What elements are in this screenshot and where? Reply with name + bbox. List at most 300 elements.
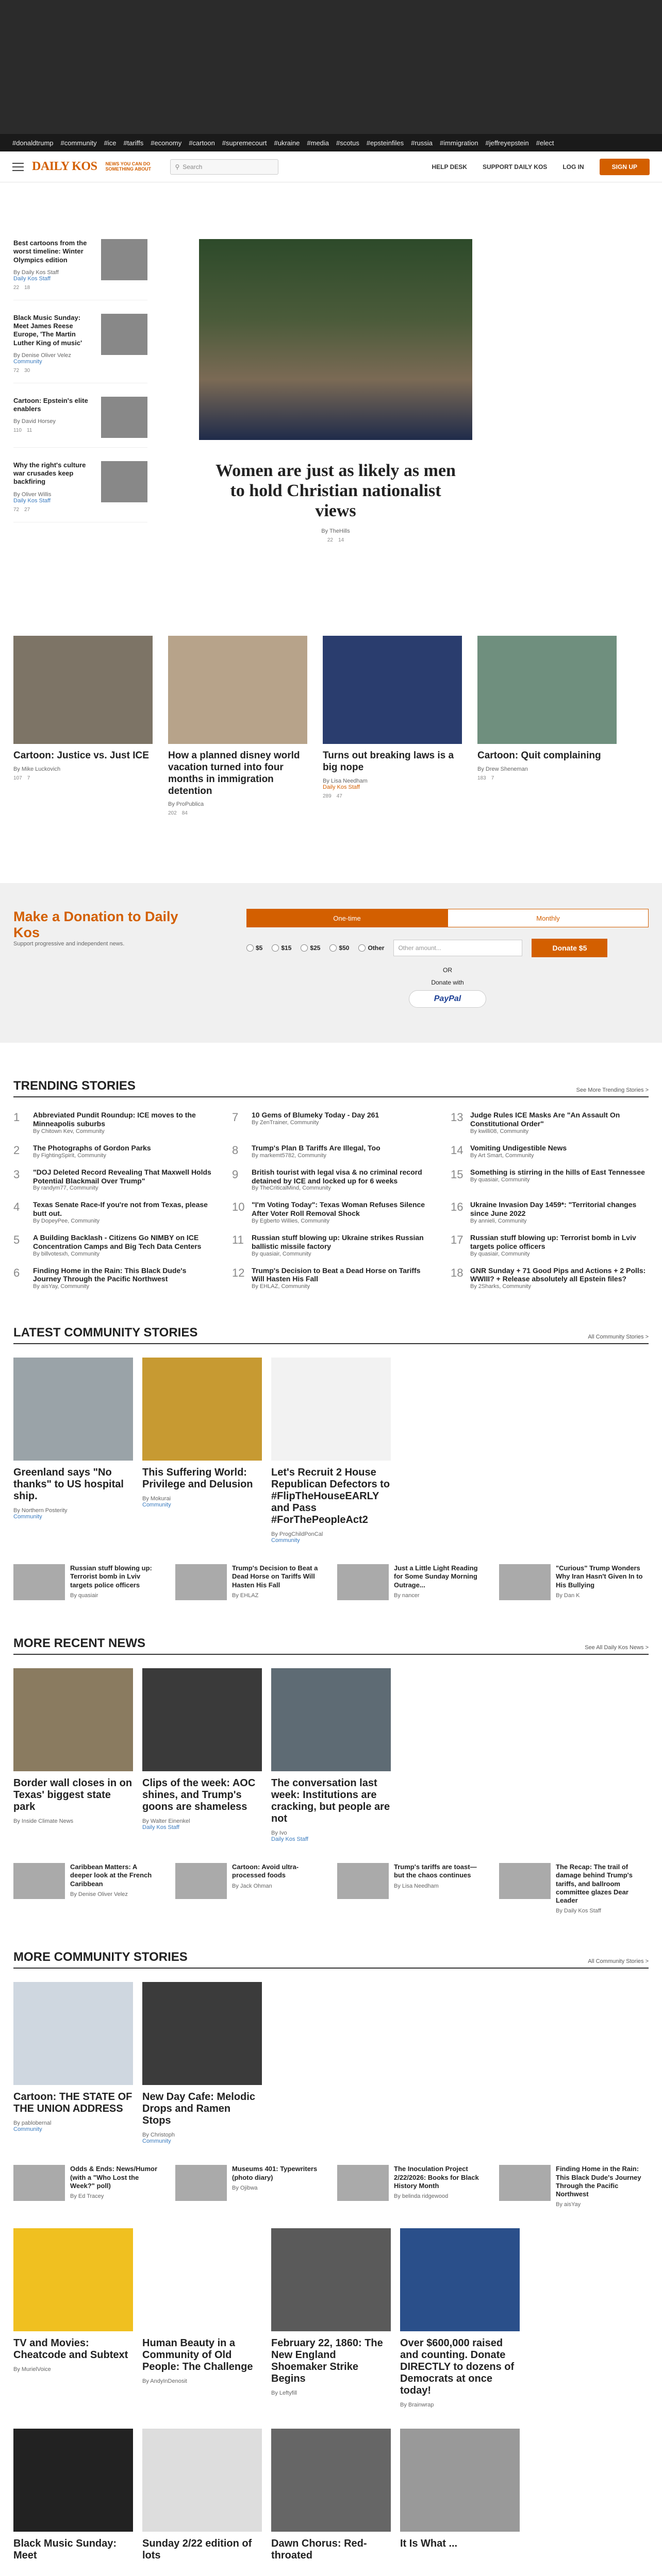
- trending-byline: By 2Sharks, Community: [470, 1283, 531, 1290]
- small-story-title[interactable]: The Inoculation Project 2/22/2026: Books for Black History Month: [394, 2165, 479, 2190]
- hero-comments: 14: [338, 537, 344, 544]
- left-story[interactable]: [13, 314, 147, 383]
- tag-link[interactable]: #community: [60, 139, 97, 147]
- story-card[interactable]: [271, 1358, 391, 1544]
- donate-with-label: Donate with: [431, 979, 464, 987]
- trending-title[interactable]: British tourist with legal visa & no criminal record detained by ICE and locked up for 6 weeks: [252, 1167, 422, 1185]
- tag-link[interactable]: #media: [307, 139, 329, 147]
- small-story[interactable]: [13, 1863, 160, 1914]
- tag-bar: [0, 134, 662, 151]
- donate-title: Make a Donation to Daily Kos: [13, 909, 178, 941]
- story-title[interactable]: Black Music Sunday: Meet: [13, 2538, 117, 2562]
- small-story[interactable]: [337, 1564, 484, 1600]
- small-story[interactable]: [13, 2165, 160, 2208]
- story-image: [271, 1358, 391, 1461]
- trending-item[interactable]: [13, 1266, 211, 1290]
- story-byline: By Leftyfill: [271, 2390, 297, 2397]
- feature-card[interactable]: [13, 636, 153, 816]
- tag-link[interactable]: #ukraine: [274, 139, 300, 147]
- small-story-title[interactable]: Museums 401: Typewriters (photo diary): [232, 2165, 318, 2181]
- amount-5[interactable]: $5: [246, 944, 262, 952]
- story-image: [13, 1982, 133, 2085]
- trending-item[interactable]: [13, 1233, 211, 1257]
- small-story-byline: By Daily Kos Staff: [556, 1908, 601, 1914]
- latest-grid: [13, 1358, 649, 1544]
- trending-title[interactable]: Finding Home in the Rain: This Black Dude's Journey Through the Pacific Northwest: [33, 1266, 187, 1283]
- small-story-text: [394, 1564, 484, 1600]
- donate-button[interactable]: Donate $5: [532, 939, 607, 957]
- trending-title[interactable]: "I'm Voting Today": Texas Woman Refuses Silence After Voter Roll Removal Shock: [252, 1200, 425, 1218]
- small-story-title[interactable]: Trump's Decision to Beat a Dead Horse on Tariffs Will Hasten His Fall: [232, 1564, 318, 1589]
- tag-link[interactable]: #supremecourt: [222, 139, 267, 147]
- trending-item[interactable]: [232, 1144, 430, 1159]
- story-title[interactable]: Human Beauty in a Community of Old People: The Challenge: [142, 2337, 253, 2373]
- trending-text: [252, 1266, 430, 1290]
- tag-link[interactable]: #ice: [104, 139, 117, 147]
- feature-card[interactable]: [477, 636, 617, 816]
- left-story-image: [101, 461, 147, 502]
- menu-icon[interactable]: [12, 163, 24, 171]
- small-story-title[interactable]: Cartoon: Avoid ultra-processed foods: [232, 1863, 299, 1879]
- trending-title[interactable]: Russian stuff blowing up: Terrorist bomb in Lviv targets police officers: [470, 1233, 636, 1250]
- trending-item[interactable]: [13, 1200, 211, 1224]
- trending-list: [13, 1111, 649, 1290]
- trending-rank: 8: [232, 1144, 239, 1157]
- trending-text: [252, 1144, 380, 1159]
- story-title[interactable]: Greenland says "No thanks" to US hospital ship.: [13, 1467, 124, 1502]
- small-story-byline: By nancer: [394, 1592, 420, 1599]
- comments-count: 84: [181, 810, 188, 817]
- tag-link[interactable]: #immigration: [440, 139, 478, 147]
- trending-title[interactable]: Something is stirring in the hills of East Tennessee: [470, 1167, 645, 1176]
- trending-title[interactable]: 10 Gems of Blumeky Today - Day 261: [252, 1111, 379, 1120]
- small-story[interactable]: [337, 2165, 484, 2208]
- story-title[interactable]: Sunday 2/22 edition of lots: [142, 2538, 252, 2562]
- left-story[interactable]: [13, 397, 147, 448]
- small-story-text: [70, 1564, 160, 1600]
- amount-15[interactable]: $15: [272, 944, 291, 952]
- small-story-text: [232, 1863, 322, 1914]
- trending-item[interactable]: [232, 1233, 430, 1257]
- trending-item[interactable]: [13, 1144, 211, 1159]
- story-image: [400, 2228, 520, 2331]
- trending-item[interactable]: [232, 1266, 430, 1290]
- trending-rank: 2: [13, 1144, 20, 1157]
- small-story-image: [337, 1863, 389, 1899]
- trending-text: [470, 1233, 649, 1257]
- trending-rank: 9: [232, 1167, 239, 1181]
- left-story-tag: Daily Kos Staff: [13, 497, 51, 504]
- latest-title: LATEST COMMUNITY STORIES: [13, 1326, 198, 1340]
- story-image: [142, 2228, 262, 2331]
- tag-link[interactable]: #donaldtrump: [12, 139, 54, 147]
- trending-byline: By TheCriticalMind, Community: [252, 1185, 331, 1192]
- tag-link[interactable]: #russia: [411, 139, 433, 147]
- small-story[interactable]: [499, 1863, 646, 1914]
- story-byline: By Northern Posterity: [13, 1507, 68, 1514]
- trending-byline: By FightingSpirit, Community: [33, 1152, 106, 1159]
- story-image: [13, 2228, 133, 2331]
- feature-byline: By ProPublica: [168, 801, 204, 808]
- small-story-title[interactable]: Russian stuff blowing up: Terrorist bomb in Lviv targets police officers: [70, 1564, 152, 1589]
- small-story-byline: By Ed Tracey: [70, 2193, 104, 2200]
- story-title[interactable]: New Day Cafe: Melodic Drops and Ramen Stops: [142, 2091, 255, 2127]
- story-tag: Daily Kos Staff: [142, 1824, 179, 1831]
- small-story-title[interactable]: "Curious" Trump Wonders Why Iran Hasn't Given In to His Bullying: [556, 1564, 643, 1589]
- story-byline: By Mokurai: [142, 1496, 171, 1502]
- story-image: [13, 1668, 133, 1771]
- story-card[interactable]: [142, 2429, 262, 2567]
- left-story-title[interactable]: Black Music Sunday: Meet James Reese Europe, 'The Martin Luther King of music': [13, 313, 82, 347]
- trending-title[interactable]: Abbreviated Pundit Roundup: ICE moves to the Minneapolis suburbs: [33, 1111, 196, 1128]
- left-story-meta: [13, 428, 96, 433]
- amount-25[interactable]: $25: [301, 944, 320, 952]
- tag-link[interactable]: #jeffreyepstein: [485, 139, 529, 147]
- story-tag: Community: [142, 1502, 171, 1509]
- small-story-title[interactable]: Just a Little Light Reading for Some Sunday Morning Outrage...: [394, 1564, 478, 1589]
- hero-image: [199, 239, 472, 440]
- trending-text: [33, 1266, 211, 1290]
- top-ad-area: [0, 0, 662, 134]
- story-card[interactable]: [13, 1982, 133, 2144]
- story-image: [13, 1358, 133, 1461]
- trending-byline: By randym77, Community: [33, 1185, 98, 1192]
- story-byline: By Christoph: [142, 2132, 175, 2139]
- signup-button[interactable]: SIGN UP: [600, 159, 650, 175]
- left-story-title[interactable]: Cartoon: Epstein's elite enablers: [13, 396, 88, 413]
- feature-card[interactable]: [168, 636, 307, 816]
- trending-item[interactable]: [451, 1111, 649, 1134]
- search-input[interactable]: ⚲ Search: [170, 159, 278, 175]
- likes-count: 72: [13, 506, 20, 513]
- small-story-byline: By Ojibwa: [232, 2184, 258, 2191]
- small-story-text: [556, 2165, 646, 2208]
- story-image: [400, 2429, 520, 2532]
- small-story-byline: By Denise Oliver Velez: [70, 1891, 128, 1897]
- story-card[interactable]: [13, 2228, 133, 2408]
- left-story-text: [13, 239, 96, 291]
- trending-title[interactable]: A Building Backlash - Citizens Go NIMBY on ICE Concentration Camps and Big Tech Data Centers: [33, 1233, 202, 1250]
- trending-rank: 12: [232, 1266, 245, 1279]
- trending-rank: 11: [232, 1233, 244, 1247]
- story-card[interactable]: [142, 1982, 262, 2144]
- story-title[interactable]: This Suffering World: Privilege and Delusion: [142, 1467, 253, 1490]
- likes-count: 107: [13, 775, 22, 782]
- small-story-byline: By Lisa Needham: [394, 1883, 439, 1889]
- left-story[interactable]: [13, 461, 147, 522]
- small-story-image: [499, 1863, 551, 1899]
- recent-small-row: [13, 1863, 649, 1914]
- feature-image: [13, 636, 153, 744]
- search-icon: ⚲: [175, 163, 180, 171]
- story-image: [13, 2429, 133, 2532]
- trending-item[interactable]: [13, 1111, 211, 1134]
- small-story[interactable]: [175, 1863, 322, 1914]
- hero-title[interactable]: Women are just as likely as men to hold Christian nationalist views: [216, 461, 456, 521]
- story-byline: By Inside Climate News: [13, 1818, 74, 1825]
- tag-link[interactable]: #cartoon: [189, 139, 215, 147]
- hero-byline: By TheHills: [321, 528, 350, 535]
- story-card[interactable]: [13, 1668, 133, 1842]
- small-story[interactable]: [499, 1564, 646, 1600]
- trending-title[interactable]: Vomiting Undigestible News: [470, 1144, 567, 1153]
- trending-title[interactable]: Russian stuff blowing up: Ukraine strikes Russian ballistic missile factory: [252, 1233, 424, 1250]
- trending-text: [33, 1200, 211, 1224]
- amount-other[interactable]: Other: [358, 944, 384, 952]
- left-story-text: [13, 314, 96, 374]
- trending-item[interactable]: [13, 1168, 211, 1192]
- left-story-tag: Community: [13, 358, 42, 365]
- trending-byline: By markemt5782, Community: [252, 1152, 326, 1159]
- story-tag: Community: [271, 1537, 300, 1544]
- trending-byline: By Egberto Willies, Community: [252, 1218, 329, 1225]
- trending-rank: 13: [451, 1111, 464, 1124]
- amount-50[interactable]: $50: [329, 944, 349, 952]
- small-story-title[interactable]: Finding Home in the Rain: This Black Dude's Journey Through the Pacific Northwest: [556, 2165, 641, 2198]
- tag-link[interactable]: #elect: [536, 139, 554, 147]
- trending-rank: 17: [451, 1233, 464, 1247]
- small-story-title[interactable]: Trump's tariffs are toast—but the chaos continues: [394, 1863, 477, 1879]
- story-card[interactable]: [142, 2228, 262, 2408]
- recent-grid: [13, 1668, 649, 1842]
- tag-link[interactable]: #tariffs: [123, 139, 144, 147]
- story-image: [142, 1982, 262, 2085]
- trending-byline: By quasiair, Community: [252, 1250, 311, 1257]
- trending-title[interactable]: GNR Sunday + 71 Good Pips and Actions + 2 Polls: WWIII? + Release absolutely all Epstein files?: [470, 1266, 646, 1283]
- small-story-byline: By Jack Ohman: [232, 1883, 272, 1889]
- feature-title[interactable]: Cartoon: Quit complaining: [477, 750, 601, 761]
- hero-story[interactable]: [199, 239, 472, 543]
- trending-item[interactable]: [451, 1168, 649, 1192]
- trending-byline: By annieli, Community: [470, 1218, 527, 1225]
- trending-byline: By DopeyPee, Community: [33, 1218, 100, 1225]
- trending-rank: 5: [13, 1233, 20, 1247]
- trending-rank: 1: [13, 1111, 20, 1124]
- small-story-image: [175, 2165, 227, 2201]
- left-story-image: [101, 397, 147, 438]
- tag-link[interactable]: #epsteinfiles: [366, 139, 404, 147]
- left-story-byline: By David Horsey: [13, 418, 56, 425]
- comments-count: 18: [24, 284, 30, 291]
- trending-rank: 18: [451, 1266, 464, 1279]
- small-story-byline: By Dan K: [556, 1592, 580, 1599]
- small-story-image: [13, 2165, 65, 2201]
- trending-item[interactable]: [451, 1144, 649, 1159]
- story-byline: By AndyInDenosit: [142, 2378, 187, 2385]
- login-link[interactable]: LOG IN: [562, 163, 584, 171]
- trending-item[interactable]: [451, 1233, 649, 1257]
- trending-item[interactable]: [232, 1200, 430, 1224]
- trending-text: [33, 1111, 211, 1134]
- story-title[interactable]: Let's Recruit 2 House Republican Defectors to #FlipTheHouseEARLY and Pass #ForThePeopleAct2: [271, 1467, 390, 1526]
- trending-item[interactable]: [451, 1266, 649, 1290]
- tag-link[interactable]: #scotus: [336, 139, 359, 147]
- story-card[interactable]: [13, 1358, 133, 1544]
- story-card[interactable]: [13, 2429, 133, 2567]
- trending-title[interactable]: The Photographs of Gordon Parks: [33, 1144, 151, 1153]
- trending-byline: By ZenTrainer, Community: [252, 1120, 319, 1126]
- story-card[interactable]: [271, 2429, 391, 2567]
- likes-count: 183: [477, 775, 486, 782]
- small-story-text: [232, 2165, 322, 2208]
- story-tag: Community: [142, 2138, 171, 2145]
- left-story-title[interactable]: Best cartoons from the worst timeline: Winter Olympics edition: [13, 239, 87, 264]
- story-title[interactable]: It Is What ...: [400, 2538, 458, 2550]
- feature-title[interactable]: Cartoon: Justice vs. Just ICE: [13, 750, 149, 761]
- left-story-byline: By Denise Oliver Velez: [13, 352, 71, 359]
- feature-image: [477, 636, 617, 744]
- small-story-text: [232, 1564, 322, 1600]
- story-card[interactable]: [400, 2228, 520, 2408]
- story-title[interactable]: Dawn Chorus: Red-throated: [271, 2538, 367, 2562]
- story-card[interactable]: [142, 1358, 262, 1544]
- comments-count: 7: [491, 775, 494, 782]
- more-grid: [13, 1982, 649, 2144]
- feature-grid: [13, 636, 649, 816]
- small-story-image: [13, 1564, 65, 1600]
- story-card[interactable]: [142, 1668, 262, 1842]
- small-story[interactable]: [499, 2165, 646, 2208]
- tag-link[interactable]: #economy: [151, 139, 182, 147]
- small-story-title[interactable]: Caribbean Matters: A deeper look at the French Caribbean: [70, 1863, 152, 1888]
- more-last-grid: [13, 2429, 649, 2567]
- small-story-byline: By belinda ridgewood: [394, 2193, 449, 2200]
- one-time-tab[interactable]: One-time: [246, 909, 448, 927]
- trending-item[interactable]: [232, 1168, 430, 1192]
- left-story-text: [13, 397, 96, 438]
- story-byline: By pablobernal: [13, 2120, 52, 2127]
- trending-item[interactable]: [232, 1111, 430, 1134]
- comments-count: 47: [336, 793, 342, 799]
- story-title[interactable]: Clips of the week: AOC shines, and Trump's goons are shameless: [142, 1777, 256, 1813]
- trending-rank: 4: [13, 1200, 20, 1214]
- story-byline: By Ivo: [271, 1830, 287, 1837]
- other-amount-input[interactable]: Other amount...: [393, 940, 522, 956]
- left-story[interactable]: [13, 239, 147, 300]
- left-story-meta: [13, 507, 96, 513]
- trending-byline: By EHLAZ, Community: [252, 1283, 310, 1290]
- story-title[interactable]: TV and Movies: Cheatcode and Subtext: [13, 2337, 128, 2361]
- small-story[interactable]: [175, 2165, 322, 2208]
- trending-rank: 6: [13, 1266, 20, 1279]
- story-card[interactable]: [400, 2429, 520, 2567]
- latest-see-more[interactable]: All Community Stories >: [588, 1334, 649, 1341]
- trending-title[interactable]: "DOJ Deleted Record Revealing That Maxwell Holds Potential Blackmail Over Trump": [33, 1167, 211, 1185]
- story-card[interactable]: [271, 2228, 391, 2408]
- small-story-text: [556, 1564, 646, 1600]
- feature-byline: By Drew Sheneman: [477, 766, 528, 773]
- trending-title[interactable]: Trump's Plan B Tariffs Are Illegal, Too: [252, 1144, 380, 1153]
- more-big-grid: [13, 2228, 649, 2408]
- trending-title[interactable]: Judge Rules ICE Masks Are "An Assault On Constitutional Order": [470, 1111, 620, 1128]
- story-title[interactable]: Over $600,000 raised and counting. Donate DIRECTLY to dozens of Democrats at once today!: [400, 2337, 515, 2397]
- feature-image: [168, 636, 307, 744]
- hero-likes: 22: [327, 537, 333, 544]
- trending-rank: 3: [13, 1167, 20, 1181]
- story-image: [142, 1358, 262, 1461]
- trending-text: [33, 1233, 211, 1257]
- left-story-byline: By Daily Kos Staff: [13, 269, 59, 276]
- story-title[interactable]: February 22, 1860: The New England Shoemaker Strike Begins: [271, 2337, 383, 2385]
- feature-title[interactable]: Turns out breaking laws is a big nope: [323, 750, 454, 773]
- trending-text: [252, 1200, 430, 1224]
- donate-section: [0, 883, 662, 1043]
- story-tag: Community: [13, 2126, 42, 2133]
- trending-byline: By quasiair, Community: [470, 1176, 530, 1183]
- left-story-tag: Daily Kos Staff: [13, 275, 51, 282]
- story-title[interactable]: Cartoon: THE STATE OF THE UNION ADDRESS: [13, 2091, 133, 2115]
- trending-text: [252, 1168, 430, 1192]
- trending-title[interactable]: Texas Senate Race-If you're not from Texas, please butt out.: [33, 1200, 208, 1218]
- trending-title[interactable]: Ukraine Invasion Day 1459*: "Territorial changes since June 2022: [470, 1200, 637, 1218]
- trending-title[interactable]: Trump's Decision to Beat a Dead Horse on Tariffs Will Hasten His Fall: [252, 1266, 421, 1283]
- story-image: [271, 2228, 391, 2331]
- latest-small-row: [13, 1564, 649, 1600]
- story-card[interactable]: [271, 1668, 391, 1842]
- story-byline: By Walter Einenkel: [142, 1818, 190, 1825]
- small-story-title[interactable]: Odds & Ends: News/Humor (with a "Who Lost the Week?" poll): [70, 2165, 158, 2190]
- trending-text: [252, 1233, 430, 1257]
- small-story-text: [394, 1863, 484, 1914]
- small-story-text: [394, 2165, 484, 2208]
- feature-title[interactable]: How a planned disney world vacation turned into four months in immigration detention: [168, 750, 300, 796]
- site-logo[interactable]: DAILY KOS: [32, 160, 97, 173]
- story-title[interactable]: The conversation last week: Institutions are cracking, but people are not: [271, 1777, 390, 1825]
- or-divider: OR: [443, 967, 452, 974]
- story-byline: By ProgChildPonCal: [271, 1531, 323, 1538]
- help-desk-link[interactable]: HELP DESK: [432, 163, 467, 171]
- likes-count: 202: [168, 810, 177, 817]
- story-image: [271, 1668, 391, 1771]
- site-header: [0, 151, 662, 182]
- left-column: [13, 239, 147, 543]
- more-see-more[interactable]: All Community Stories >: [588, 1958, 649, 1965]
- recent-see-more[interactable]: See All Daily Kos News >: [585, 1645, 649, 1651]
- trending-see-more[interactable]: See More Trending Stories >: [576, 1087, 649, 1094]
- small-story-text: [556, 1863, 646, 1914]
- left-story-meta: [13, 368, 96, 374]
- left-story-meta: [13, 285, 96, 291]
- small-story[interactable]: [175, 1564, 322, 1600]
- feature-meta: [168, 810, 307, 816]
- small-story[interactable]: [13, 1564, 160, 1600]
- story-image: [142, 1668, 262, 1771]
- story-title[interactable]: Border wall closes in on Texas' biggest state park: [13, 1777, 133, 1813]
- trending-rank: 15: [451, 1167, 464, 1181]
- paypal-button[interactable]: PayPal: [409, 990, 486, 1008]
- site-tagline: NEWS YOU CAN DO SOMETHING ABOUT: [105, 161, 152, 172]
- comments-count: 7: [27, 775, 30, 782]
- small-story-title[interactable]: The Recap: The trail of damage behind Trump's tariffs, and ballroom committee glazes Dear Leader: [556, 1863, 633, 1905]
- more-small-row: [13, 2165, 649, 2208]
- feature-card[interactable]: [323, 636, 462, 816]
- trending-rank: 10: [232, 1200, 245, 1214]
- small-story[interactable]: [337, 1863, 484, 1914]
- likes-count: 110: [13, 428, 22, 434]
- feature-meta: [477, 775, 617, 781]
- left-story-title[interactable]: Why the right's culture war crusades keep backfiring: [13, 461, 86, 486]
- trending-item[interactable]: [451, 1200, 649, 1224]
- recent-title: MORE RECENT NEWS: [13, 1636, 146, 1651]
- more-title: MORE COMMUNITY STORIES: [13, 1950, 188, 1964]
- small-story-image: [499, 1564, 551, 1600]
- comments-count: 27: [24, 506, 30, 513]
- trending-text: [470, 1168, 645, 1192]
- comments-count: 11: [26, 428, 32, 434]
- support-link[interactable]: SUPPORT DAILY KOS: [482, 163, 548, 171]
- trending-byline: By Chitown Kev, Community: [33, 1128, 105, 1135]
- monthly-tab[interactable]: Monthly: [448, 909, 649, 927]
